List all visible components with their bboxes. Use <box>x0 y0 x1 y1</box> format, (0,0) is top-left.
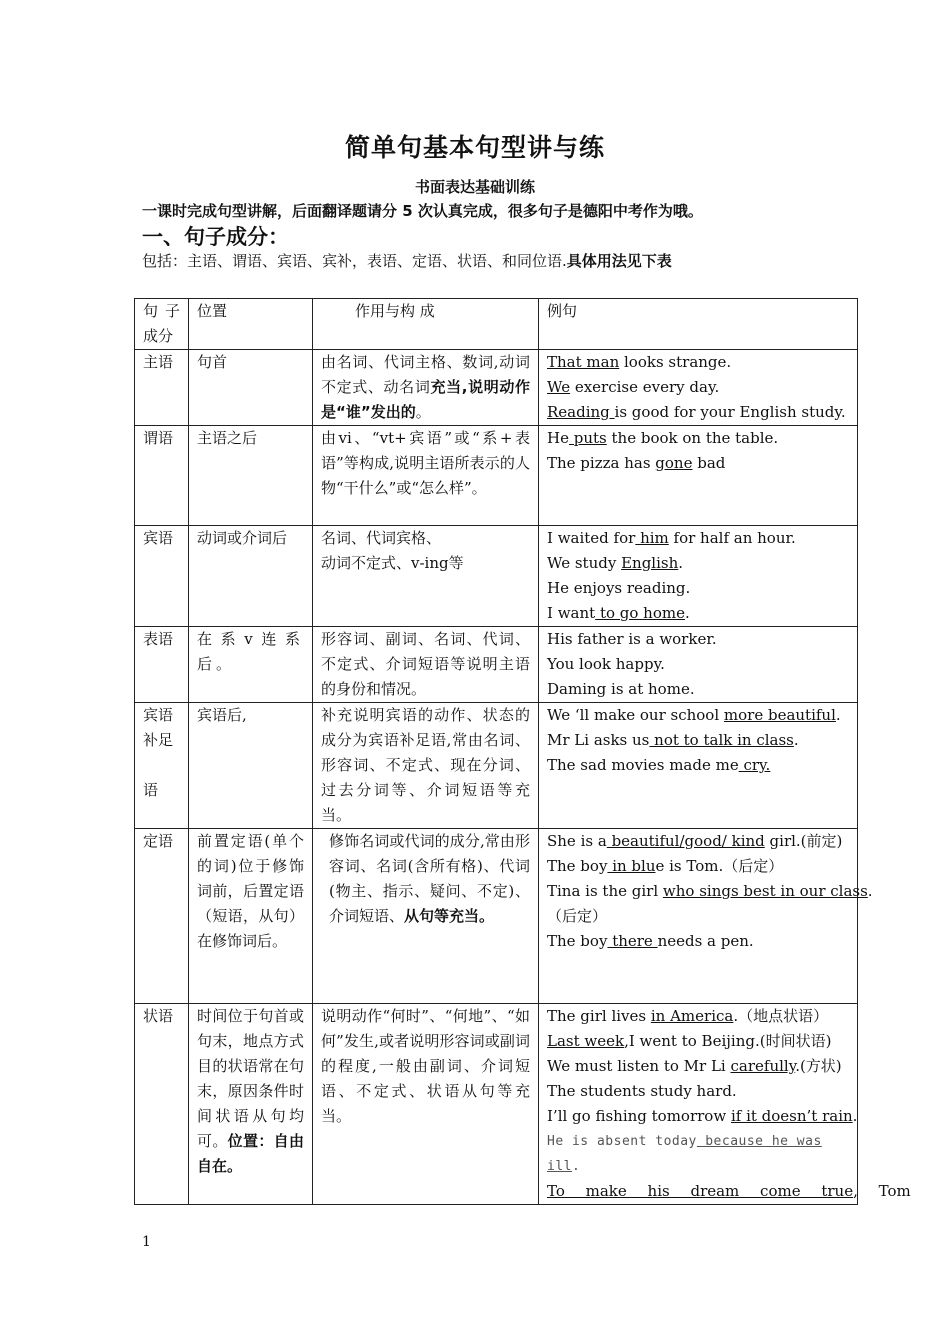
example-sentence: His father is a worker. <box>547 630 717 648</box>
component-name: 表语 <box>135 627 189 703</box>
example-sentence: The girl lives in America.（地点状语） <box>547 1007 829 1025</box>
table-header-row <box>135 299 858 350</box>
page-number: 1 <box>142 1234 151 1250</box>
examples-cell <box>539 426 858 526</box>
function-cell: 名词、代词宾格、 动词不定式、v-ing等 <box>313 526 539 627</box>
example-sentence: We study English. <box>547 554 684 572</box>
position-cell: 句首 <box>189 350 313 426</box>
component-name: 主语 <box>135 350 189 426</box>
function-cell: 补充说明宾语的动作、状态的成分为宾语补足语,常由名词、形容词、不定式、现在分词、过去分词等、介词短语等充当。 <box>313 703 539 829</box>
component-name: 谓语 <box>135 426 189 526</box>
example-sentence: The boy there needs a pen. <box>547 932 754 950</box>
subtitle: 书面表达基础训练 <box>414 178 535 196</box>
position-cell: 时间位于句首或句末，地点方式目的状语常在句末，原因条件时间状语从句均可。位置：自由自在。 <box>189 1004 313 1205</box>
example-sentence: Tina is the girl who sings best in our class. <box>547 882 873 900</box>
section-heading: 一、句子成分： <box>142 225 289 249</box>
table-row-adverbial <box>135 1004 858 1205</box>
example-sentence: She is a beautiful/good/ kind girl.(前定) <box>547 832 843 850</box>
position-cell: 主语之后 <box>189 426 313 526</box>
table-row-predicate <box>135 426 858 526</box>
function-cell: 形容词、副词、名词、代词、不定式、介词短语等说明主语的身份和情况。 <box>313 627 539 703</box>
example-sentence: ill. <box>547 1159 581 1174</box>
header-function: 作用与构 成 <box>313 299 539 350</box>
example-sentence: That man looks strange. <box>547 353 732 371</box>
component-name: 宾语补足 语 <box>135 703 189 829</box>
page-title: 简单句基本句型讲与练 <box>344 133 605 162</box>
position-cell: 前置定语(单个的词)位于修饰词前，后置定语（短语，从句）在修饰词后。 <box>189 829 313 1004</box>
function-cell: 由名词、代词主格、数词,动词不定式、动名词充当,说明动作是“谁”发出的。 <box>313 350 539 426</box>
header-examples: 例句 <box>539 299 858 350</box>
example-sentence: He puts the book on the table. <box>547 429 779 447</box>
examples-cell <box>539 526 858 627</box>
example-sentence: To make his dream come true, Tom <box>547 1182 911 1200</box>
example-sentence: We must listen to Mr Li carefully.(方状) <box>547 1057 842 1075</box>
component-name: 状语 <box>135 1004 189 1205</box>
example-sentence: Mr Li asks us not to talk in class. <box>547 731 799 749</box>
example-sentence: He is absent today because he was <box>547 1134 822 1149</box>
example-sentence: I waited for him for half an hour. <box>547 529 796 547</box>
example-sentence: We exercise every day. <box>547 378 720 396</box>
position-cell: 在系v连系后。 <box>189 627 313 703</box>
example-sentence: I’ll go fishing tomorrow if it doesn’t rain. <box>547 1107 858 1125</box>
example-sentence: Reading is good for your English study. <box>547 403 846 421</box>
examples-cell <box>539 703 858 829</box>
function-cell: 修饰名词或代词的成分,常由形容词、名词(含所有格)、代词(物主、指示、疑问、不定)、介词短语、从句等充当。 <box>313 829 539 1004</box>
examples-cell <box>539 829 873 1004</box>
example-sentence: The pizza has gone bad <box>547 454 726 472</box>
table-row-attributive <box>135 829 858 1004</box>
example-sentence: The students study hard. <box>547 1082 737 1100</box>
table-row-complement <box>135 703 858 829</box>
sentence-components-table <box>134 298 911 1205</box>
example-sentence: We ‘ll make our school more beautiful. <box>547 706 841 724</box>
includes-text: 包括：主语、谓语、宾语、宾补，表语、定语、状语、和同位语. <box>142 252 567 270</box>
function-cell: 由vi、“vt+宾语”或“系+表语”等构成,说明主语所表示的人物“干什么”或“怎么样”。 <box>313 426 539 526</box>
example-sentence: The sad movies made me cry. <box>547 756 771 774</box>
examples-cell <box>539 350 858 426</box>
includes-line <box>142 250 672 271</box>
table-row-object <box>135 526 858 627</box>
component-name: 定语 <box>135 829 189 1004</box>
header-component: 句子成分 <box>135 299 189 350</box>
example-sentence: The boy in blue is Tom.（后定） <box>547 857 784 875</box>
table-row-subject <box>135 350 858 426</box>
example-sentence: Daming is at home. <box>547 680 695 698</box>
example-sentence: Last week,I went to Beijing.(时间状语) <box>547 1032 832 1050</box>
component-name: 宾语 <box>135 526 189 627</box>
function-cell: 说明动作“何时”、“何地”、“如何”发生,或者说明形容词或副词的程度,一般由副词、介词短语、不定式、状语从句等充当。 <box>313 1004 539 1205</box>
header-position: 位置 <box>189 299 313 350</box>
example-sentence: （后定） <box>547 907 608 925</box>
examples-cell <box>539 627 858 703</box>
position-cell: 动词或介词后 <box>189 526 313 627</box>
table-row-predicative <box>135 627 858 703</box>
example-sentence: I want to go home. <box>547 604 690 622</box>
position-cell: 宾语后, <box>189 703 313 829</box>
includes-bold: 具体用法见下表 <box>566 252 672 270</box>
examples-cell <box>539 1004 911 1205</box>
example-sentence: You look happy. <box>547 655 665 673</box>
example-sentence: He enjoys reading. <box>547 579 691 597</box>
intro-text: 一课时完成句型讲解，后面翻译题请分 5 次认真完成，很多句子是德阳中考作为哦。 <box>142 202 703 220</box>
